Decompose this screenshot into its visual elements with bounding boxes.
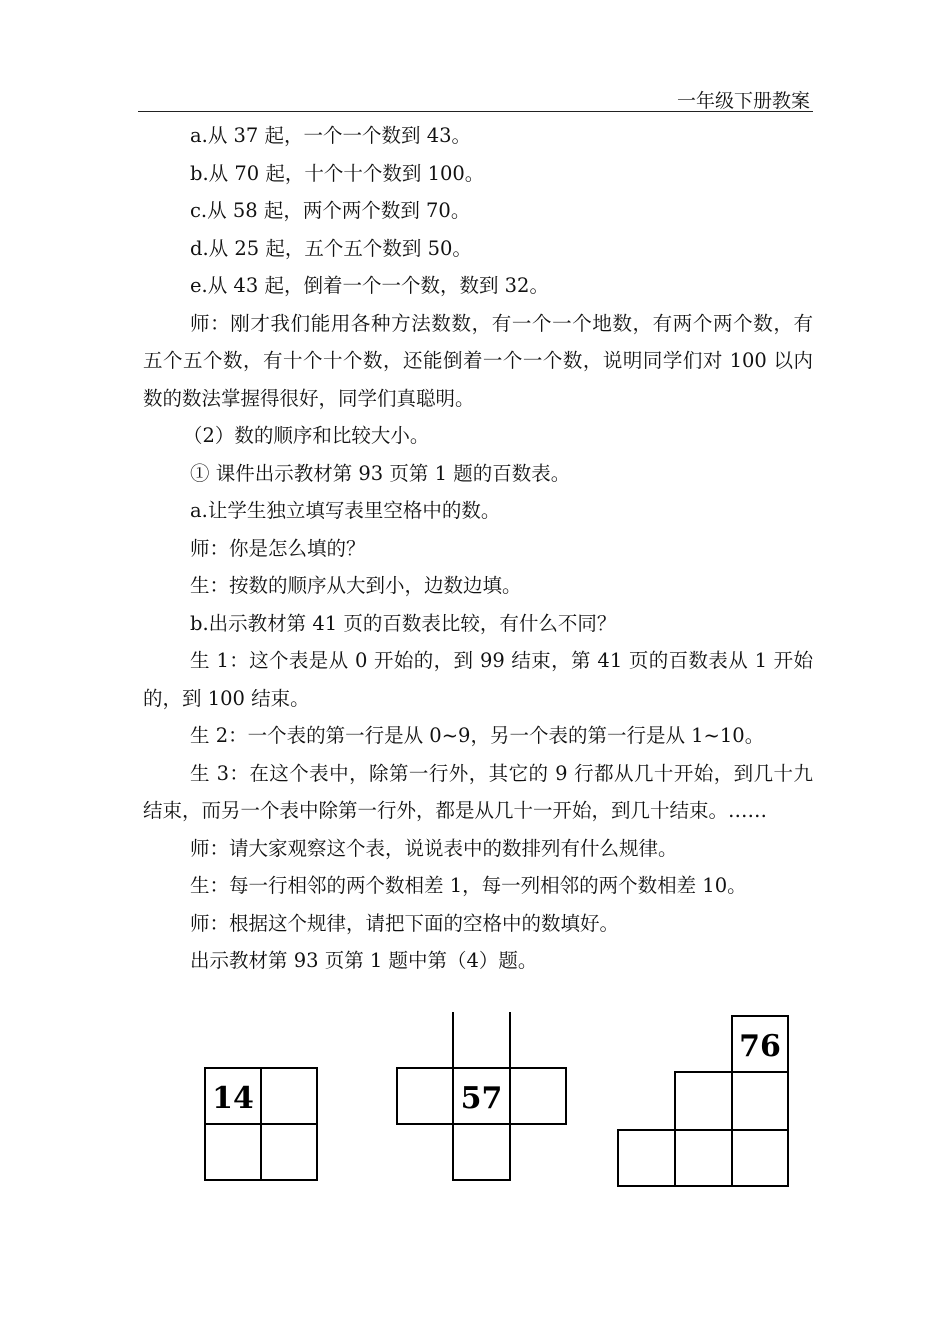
cell-blank[interactable]	[731, 1071, 789, 1131]
cell-blank[interactable]	[674, 1129, 733, 1187]
count-task-c: c.从 58 起，两个两个数到 70。	[190, 199, 471, 222]
cross-top-left-edge	[452, 1012, 454, 1068]
student-rule: 生：每一行相邻的两个数相差 1，每一列相邻的两个数相差 10。	[190, 874, 747, 897]
teacher-instruction: 师：根据这个规律，请把下面的空格中的数填好。	[190, 911, 620, 935]
cell-blank[interactable]	[260, 1067, 318, 1125]
cell-given: 57	[452, 1067, 511, 1125]
task-b: b.出示教材第 41 页的百数表比较，有什么不同？	[190, 611, 617, 635]
cell-blank[interactable]	[452, 1123, 511, 1181]
cell-given: 14	[204, 1067, 262, 1125]
section-heading: （2）数的顺序和比较大小。	[183, 424, 430, 447]
cell-blank[interactable]	[204, 1123, 262, 1181]
cell-blank[interactable]	[509, 1067, 567, 1125]
teacher-summary: 师：刚才我们能用各种方法数数，有一个一个地数，有两个两个数，有五个五个数，有十个十个数，还能倒着一个一个数，说明同学们对 100 以内数的数法掌握得很好，同学们真聪明。	[143, 311, 813, 410]
cell-blank[interactable]	[260, 1123, 318, 1181]
cell-blank[interactable]	[396, 1067, 454, 1125]
header-title: 一年级下册教案	[676, 90, 810, 112]
student-1-answer: 生 1：这个表是从 0 开始的，到 99 结束，第 41 页的百数表从 1 开始的，到 100 结束。	[143, 649, 813, 710]
header-rule	[138, 111, 813, 112]
student-answer: 生：按数的顺序从大到小，边数边填。	[190, 574, 522, 597]
cell-blank[interactable]	[617, 1129, 676, 1187]
teacher-prompt: 师：请大家观察这个表，说说表中的数排列有什么规律。	[190, 836, 678, 860]
cell-given: 76	[731, 1015, 789, 1073]
count-task-a: a.从 37 起，一个一个数到 43。	[190, 124, 472, 147]
task-a: a.让学生独立填写表里空格中的数。	[190, 499, 501, 522]
lesson-text	[143, 117, 813, 980]
exercise-reference: 出示教材第 93 页第 1 题中第（4）题。	[190, 949, 538, 972]
student-2-answer: 生 2：一个表的第一行是从 0~9，另一个表的第一行是从 1~10。	[190, 724, 765, 747]
cross-top-right-edge	[509, 1012, 511, 1068]
teacher-question: 师：你是怎么填的？	[190, 536, 366, 560]
count-task-e: e.从 43 起，倒着一个一个数，数到 32。	[190, 274, 549, 297]
cell-blank[interactable]	[731, 1129, 789, 1187]
count-task-b: b.从 70 起，十个十个数到 100。	[190, 161, 485, 185]
student-3-answer: 生 3：在这个表中，除第一行外，其它的 9 行都从几十开始，到几十九结束，而另一个表中除第一行外，都是从几十一开始，到几十结束。……	[143, 761, 813, 822]
cell-blank[interactable]	[674, 1071, 733, 1131]
count-task-d: d.从 25 起，五个五个数到 50。	[190, 236, 472, 260]
step-1: ① 课件出示教材第 93 页第 1 题的百数表。	[190, 461, 571, 485]
